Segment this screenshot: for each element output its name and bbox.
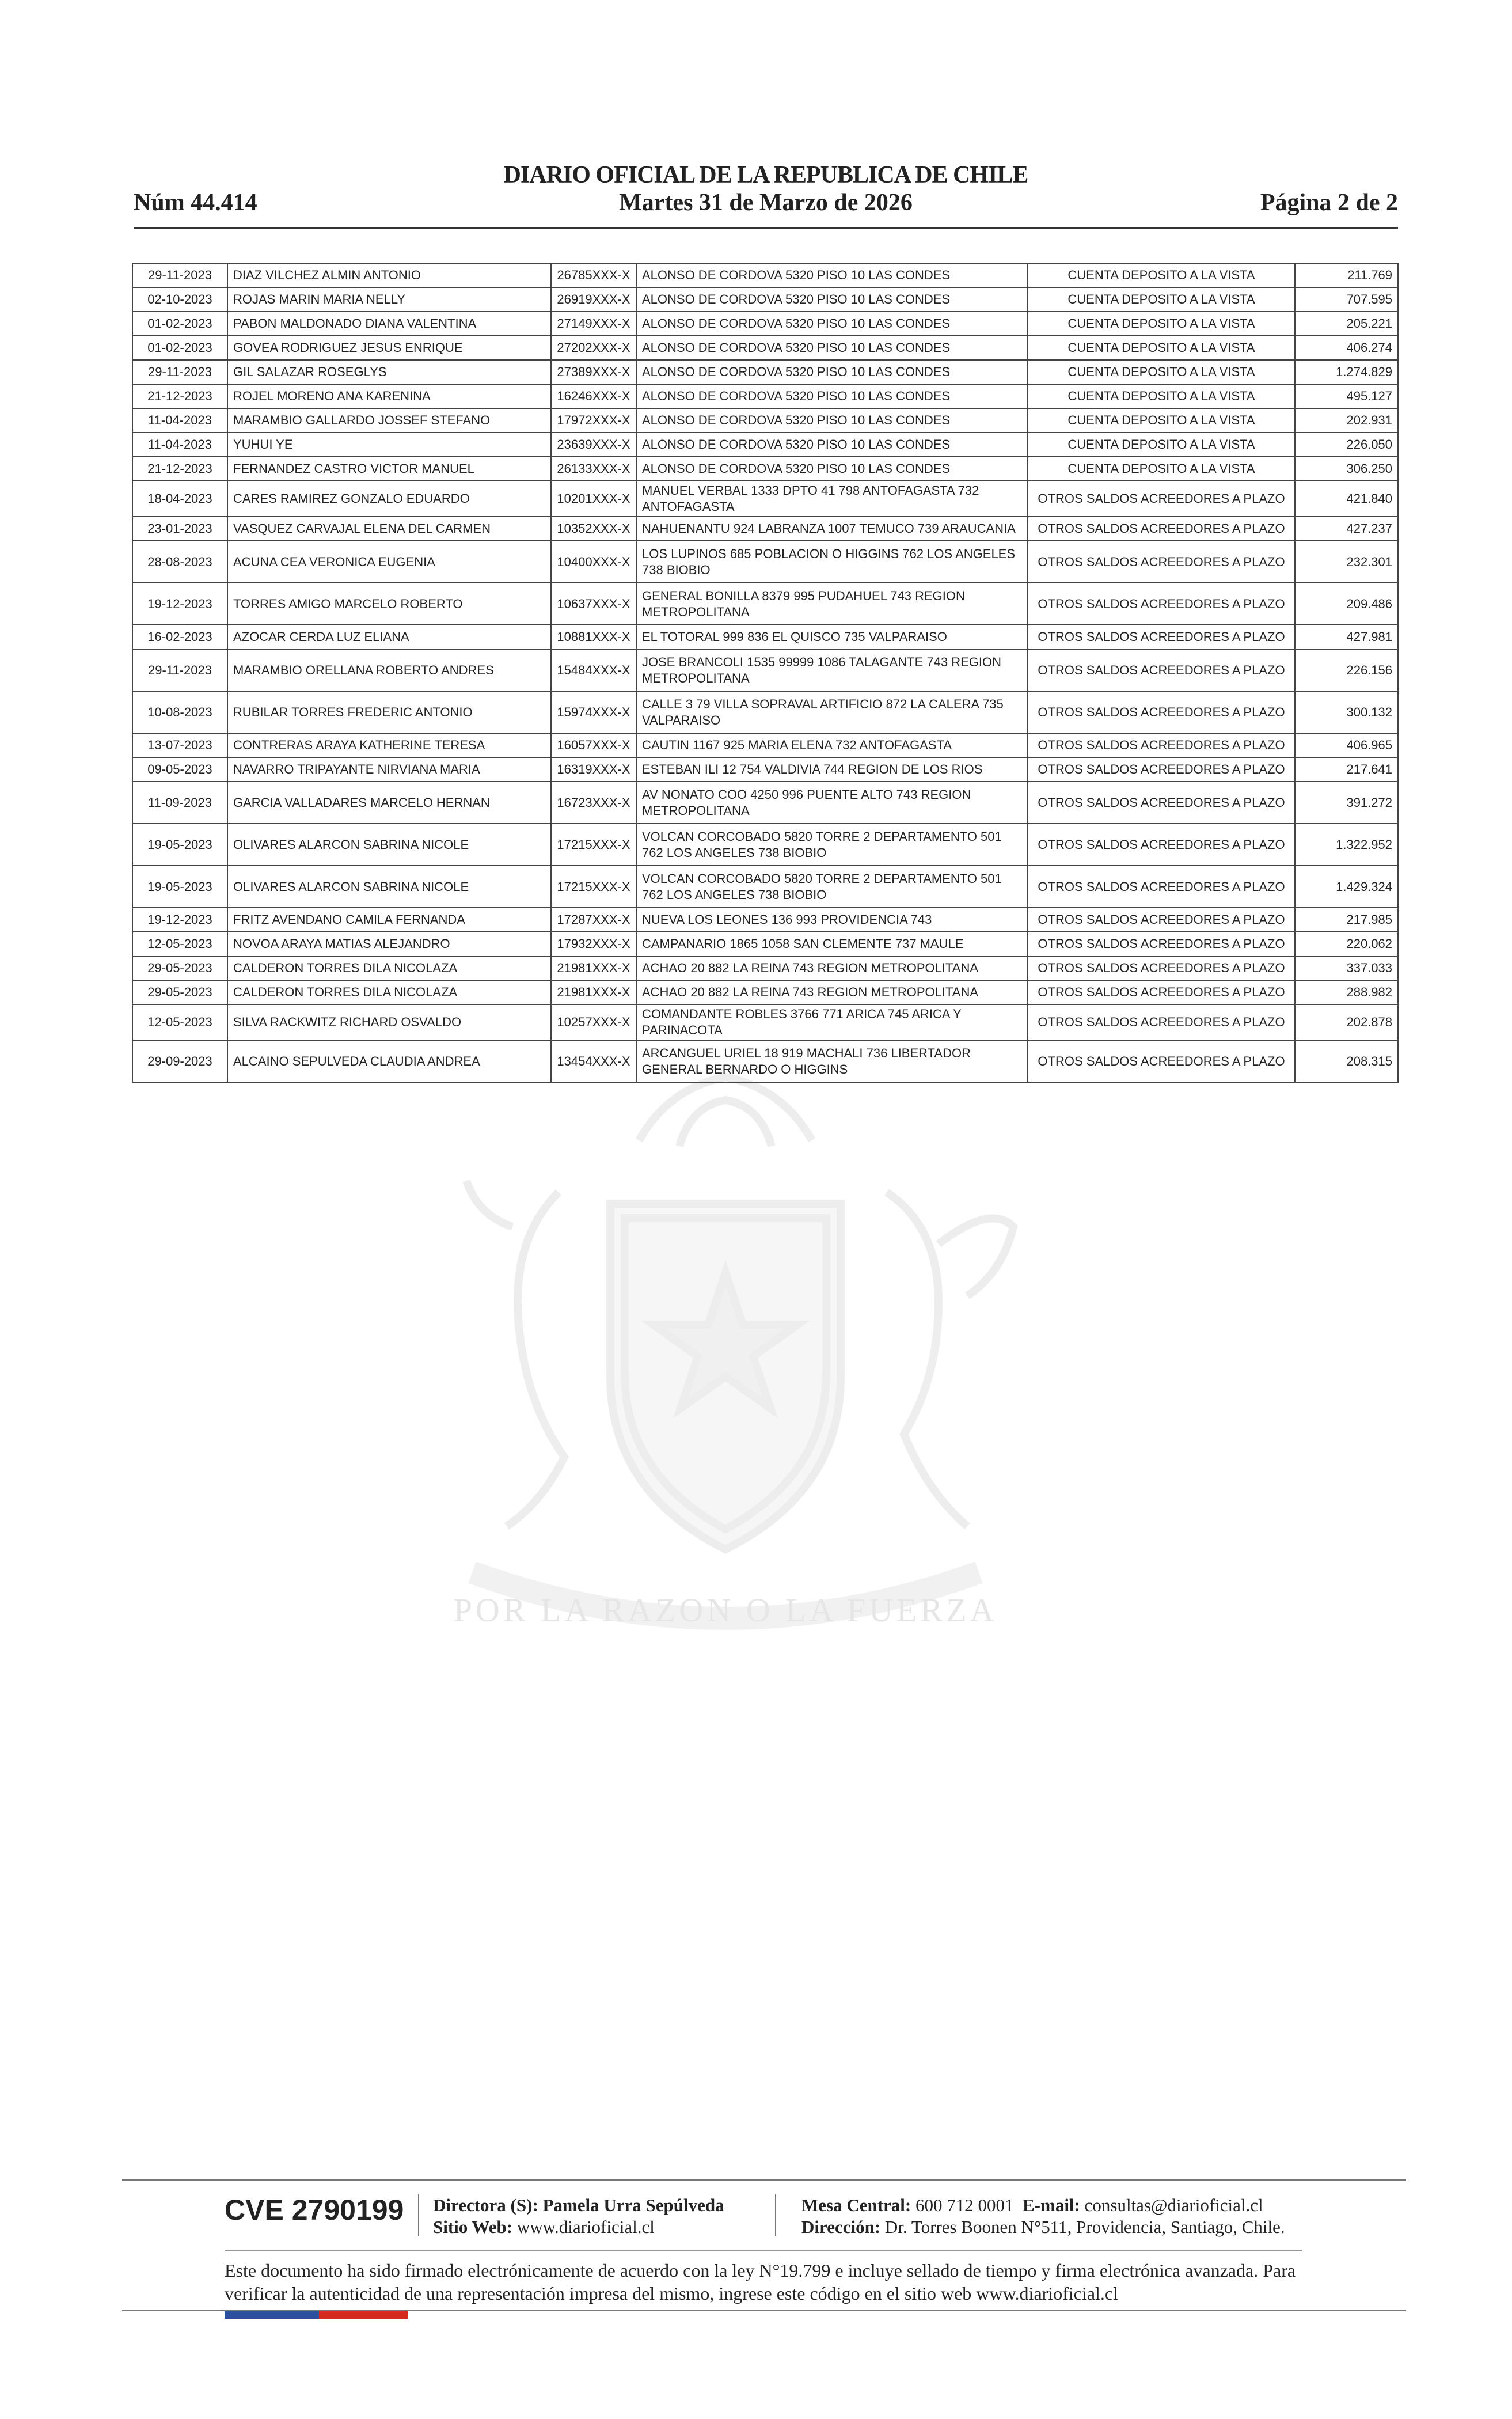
- row-concept: OTROS SALDOS ACREEDORES A PLAZO: [1028, 956, 1295, 980]
- row-date: 29-05-2023: [132, 956, 227, 980]
- row-concept: OTROS SALDOS ACREEDORES A PLAZO: [1028, 691, 1295, 733]
- row-amount: 300.132: [1295, 691, 1398, 733]
- row-name: CALDERON TORRES DILA NICOLAZA: [227, 956, 551, 980]
- row-amount: 209.486: [1295, 583, 1398, 625]
- row-name: VASQUEZ CARVAJAL ELENA DEL CARMEN: [227, 517, 551, 541]
- row-name: FERNANDEZ CASTRO VICTOR MANUEL: [227, 457, 551, 481]
- row-date: 02-10-2023: [132, 287, 227, 312]
- row-name: YUHUI YE: [227, 433, 551, 457]
- row-amount: 232.301: [1295, 541, 1398, 583]
- row-address: ALONSO DE CORDOVA 5320 PISO 10 LAS CONDES: [636, 408, 1028, 433]
- row-address: JOSE BRANCOLI 1535 99999 1086 TALAGANTE 743 REGION METROPOLITANA: [636, 649, 1028, 691]
- records-table: [132, 263, 1399, 1083]
- row-address: GENERAL BONILLA 8379 995 PUDAHUEL 743 REGION METROPOLITANA: [636, 583, 1028, 625]
- row-address: VOLCAN CORCOBADO 5820 TORRE 2 DEPARTAMENTO 501 762 LOS ANGELES 738 BIOBIO: [636, 824, 1028, 866]
- direccion-value: Dr. Torres Boonen N°511, Providencia, Santiago, Chile.: [884, 2217, 1285, 2237]
- row-address: VOLCAN CORCOBADO 5820 TORRE 2 DEPARTAMENTO 501 762 LOS ANGELES 738 BIOBIO: [636, 866, 1028, 908]
- row-name: AZOCAR CERDA LUZ ELIANA: [227, 625, 551, 649]
- row-amount: 211.769: [1295, 263, 1398, 287]
- row-rut: 10201XXX-X: [551, 481, 636, 517]
- row-amount: 427.237: [1295, 517, 1398, 541]
- row-rut: 10400XXX-X: [551, 541, 636, 583]
- row-rut: 16319XXX-X: [551, 757, 636, 782]
- row-date: 19-12-2023: [132, 583, 227, 625]
- table-row: [132, 481, 1398, 517]
- row-date: 11-04-2023: [132, 433, 227, 457]
- table-row: [132, 408, 1398, 433]
- row-amount: 202.931: [1295, 408, 1398, 433]
- row-address: LOS LUPINOS 685 POBLACION O HIGGINS 762 LOS ANGELES 738 BIOBIO: [636, 541, 1028, 583]
- row-name: DIAZ VILCHEZ ALMIN ANTONIO: [227, 263, 551, 287]
- directora-name: Pamela Urra Sepúlveda: [542, 2195, 724, 2215]
- row-amount: 202.878: [1295, 1004, 1398, 1040]
- table-row: [132, 733, 1398, 757]
- row-name: NAVARRO TRIPAYANTE NIRVIANA MARIA: [227, 757, 551, 782]
- row-name: RUBILAR TORRES FREDERIC ANTONIO: [227, 691, 551, 733]
- row-concept: OTROS SALDOS ACREEDORES A PLAZO: [1028, 541, 1295, 583]
- row-address: ACHAO 20 882 LA REINA 743 REGION METROPOLITANA: [636, 956, 1028, 980]
- row-concept: OTROS SALDOS ACREEDORES A PLAZO: [1028, 908, 1295, 932]
- row-rut: 26785XXX-X: [551, 263, 636, 287]
- row-address: AV NONATO COO 4250 996 PUENTE ALTO 743 REGION METROPOLITANA: [636, 782, 1028, 824]
- row-address: ALONSO DE CORDOVA 5320 PISO 10 LAS CONDES: [636, 336, 1028, 360]
- row-concept: CUENTA DEPOSITO A LA VISTA: [1028, 360, 1295, 384]
- row-rut: 17932XXX-X: [551, 932, 636, 956]
- row-name: NOVOA ARAYA MATIAS ALEJANDRO: [227, 932, 551, 956]
- row-date: 11-09-2023: [132, 782, 227, 824]
- row-amount: 406.274: [1295, 336, 1398, 360]
- row-rut: 15974XXX-X: [551, 691, 636, 733]
- row-rut: 23639XXX-X: [551, 433, 636, 457]
- row-date: 12-05-2023: [132, 1004, 227, 1040]
- row-address: ACHAO 20 882 LA REINA 743 REGION METROPOLITANA: [636, 980, 1028, 1004]
- table-row: [132, 384, 1398, 408]
- row-rut: 21981XXX-X: [551, 956, 636, 980]
- row-amount: 1.274.829: [1295, 360, 1398, 384]
- row-address: NAHUENANTU 924 LABRANZA 1007 TEMUCO 739 ARAUCANIA: [636, 517, 1028, 541]
- row-address: ARCANGUEL URIEL 18 919 MACHALI 736 LIBERTADOR GENERAL BERNARDO O HIGGINS: [636, 1040, 1028, 1082]
- publication-title: DIARIO OFICIAL DE LA REPUBLICA DE CHILE: [503, 162, 1028, 188]
- issue-date: Martes 31 de Marzo de 2026: [619, 189, 913, 216]
- table-row: [132, 287, 1398, 312]
- row-address: CALLE 3 79 VILLA SOPRAVAL ARTIFICIO 872 LA CALERA 735 VALPARAISO: [636, 691, 1028, 733]
- seal-motto: POR LA RAZON O LA FUERZA: [453, 1591, 998, 1629]
- footer-mid-divider: [225, 2250, 1302, 2251]
- table-row: [132, 649, 1398, 691]
- records-table-body: [132, 263, 1398, 1082]
- row-amount: 421.840: [1295, 481, 1398, 517]
- row-amount: 406.965: [1295, 733, 1398, 757]
- direccion-label: Dirección:: [801, 2217, 881, 2237]
- row-date: 21-12-2023: [132, 457, 227, 481]
- footer-separator: [775, 2194, 776, 2236]
- table-row: [132, 908, 1398, 932]
- row-name: TORRES AMIGO MARCELO ROBERTO: [227, 583, 551, 625]
- row-concept: OTROS SALDOS ACREEDORES A PLAZO: [1028, 625, 1295, 649]
- row-address: ALONSO DE CORDOVA 5320 PISO 10 LAS CONDES: [636, 433, 1028, 457]
- row-amount: 1.429.324: [1295, 866, 1398, 908]
- row-name: SILVA RACKWITZ RICHARD OSVALDO: [227, 1004, 551, 1040]
- row-amount: 205.221: [1295, 312, 1398, 336]
- row-rut: 10881XXX-X: [551, 625, 636, 649]
- row-date: 29-11-2023: [132, 649, 227, 691]
- row-address: EL TOTORAL 999 836 EL QUISCO 735 VALPARAISO: [636, 625, 1028, 649]
- row-amount: 1.322.952: [1295, 824, 1398, 866]
- row-name: MARAMBIO ORELLANA ROBERTO ANDRES: [227, 649, 551, 691]
- table-row: [132, 1004, 1398, 1040]
- row-address: CAUTIN 1167 925 MARIA ELENA 732 ANTOFAGASTA: [636, 733, 1028, 757]
- row-amount: 208.315: [1295, 1040, 1398, 1082]
- row-concept: OTROS SALDOS ACREEDORES A PLAZO: [1028, 757, 1295, 782]
- table-row: [132, 932, 1398, 956]
- row-rut: 26133XXX-X: [551, 457, 636, 481]
- row-name: ROJAS MARIN MARIA NELLY: [227, 287, 551, 312]
- table-row: [132, 457, 1398, 481]
- row-name: GARCIA VALLADARES MARCELO HERNAN: [227, 782, 551, 824]
- row-date: 29-05-2023: [132, 980, 227, 1004]
- row-concept: OTROS SALDOS ACREEDORES A PLAZO: [1028, 1040, 1295, 1082]
- row-date: 16-02-2023: [132, 625, 227, 649]
- cve-code: CVE 2790199: [225, 2194, 404, 2226]
- row-concept: CUENTA DEPOSITO A LA VISTA: [1028, 336, 1295, 360]
- row-amount: 226.156: [1295, 649, 1398, 691]
- row-amount: 495.127: [1295, 384, 1398, 408]
- table-row: [132, 782, 1398, 824]
- row-rut: 17215XXX-X: [551, 866, 636, 908]
- row-amount: 427.981: [1295, 625, 1398, 649]
- row-rut: 16723XXX-X: [551, 782, 636, 824]
- row-date: 01-02-2023: [132, 312, 227, 336]
- row-name: PABON MALDONADO DIANA VALENTINA: [227, 312, 551, 336]
- row-amount: 226.050: [1295, 433, 1398, 457]
- row-concept: CUENTA DEPOSITO A LA VISTA: [1028, 287, 1295, 312]
- row-name: OLIVARES ALARCON SABRINA NICOLE: [227, 866, 551, 908]
- row-name: ROJEL MORENO ANA KARENINA: [227, 384, 551, 408]
- row-date: 29-11-2023: [132, 263, 227, 287]
- row-concept: CUENTA DEPOSITO A LA VISTA: [1028, 312, 1295, 336]
- row-name: FRITZ AVENDANO CAMILA FERNANDA: [227, 908, 551, 932]
- web-label: Sitio Web:: [433, 2217, 513, 2237]
- row-date: 29-09-2023: [132, 1040, 227, 1082]
- row-date: 09-05-2023: [132, 757, 227, 782]
- row-date: 01-02-2023: [132, 336, 227, 360]
- table-row: [132, 1040, 1398, 1082]
- flag-stripe-blue: [225, 2311, 319, 2319]
- table-row: [132, 541, 1398, 583]
- row-rut: 10352XXX-X: [551, 517, 636, 541]
- page-header: [134, 161, 1398, 219]
- table-row: [132, 757, 1398, 782]
- row-date: 18-04-2023: [132, 481, 227, 517]
- table-row: [132, 360, 1398, 384]
- row-amount: 217.985: [1295, 908, 1398, 932]
- row-date: 29-11-2023: [132, 360, 227, 384]
- row-amount: 707.595: [1295, 287, 1398, 312]
- row-date: 23-01-2023: [132, 517, 227, 541]
- row-address: ESTEBAN ILI 12 754 VALDIVIA 744 REGION DE LOS RIOS: [636, 757, 1028, 782]
- row-concept: CUENTA DEPOSITO A LA VISTA: [1028, 263, 1295, 287]
- row-amount: 288.982: [1295, 980, 1398, 1004]
- row-concept: OTROS SALDOS ACREEDORES A PLAZO: [1028, 980, 1295, 1004]
- row-rut: 10637XXX-X: [551, 583, 636, 625]
- header-divider: [134, 227, 1398, 229]
- row-concept: CUENTA DEPOSITO A LA VISTA: [1028, 408, 1295, 433]
- row-date: 21-12-2023: [132, 384, 227, 408]
- row-date: 11-04-2023: [132, 408, 227, 433]
- row-address: ALONSO DE CORDOVA 5320 PISO 10 LAS CONDES: [636, 263, 1028, 287]
- table-row: [132, 583, 1398, 625]
- row-rut: 27202XXX-X: [551, 336, 636, 360]
- mesa-phone: 600 712 0001: [915, 2195, 1014, 2215]
- row-rut: 17215XXX-X: [551, 824, 636, 866]
- row-name: ACUNA CEA VERONICA EUGENIA: [227, 541, 551, 583]
- row-rut: 21981XXX-X: [551, 980, 636, 1004]
- row-address: NUEVA LOS LEONES 136 993 PROVIDENCIA 743: [636, 908, 1028, 932]
- row-rut: 27389XXX-X: [551, 360, 636, 384]
- table-row: [132, 312, 1398, 336]
- row-name: OLIVARES ALARCON SABRINA NICOLE: [227, 824, 551, 866]
- web-link[interactable]: www.diarioficial.cl: [516, 2217, 655, 2237]
- row-concept: OTROS SALDOS ACREEDORES A PLAZO: [1028, 1004, 1295, 1040]
- email-label: E-mail:: [1023, 2195, 1080, 2215]
- row-rut: 17972XXX-X: [551, 408, 636, 433]
- row-rut: 13454XXX-X: [551, 1040, 636, 1082]
- row-rut: 27149XXX-X: [551, 312, 636, 336]
- footer-contact-block: [801, 2194, 1285, 2238]
- row-date: 19-05-2023: [132, 866, 227, 908]
- row-name: CARES RAMIREZ GONZALO EDUARDO: [227, 481, 551, 517]
- row-address: ALONSO DE CORDOVA 5320 PISO 10 LAS CONDES: [636, 457, 1028, 481]
- row-date: 10-08-2023: [132, 691, 227, 733]
- footer-director-block: [433, 2194, 724, 2238]
- row-address: ALONSO DE CORDOVA 5320 PISO 10 LAS CONDES: [636, 360, 1028, 384]
- row-concept: CUENTA DEPOSITO A LA VISTA: [1028, 457, 1295, 481]
- row-concept: OTROS SALDOS ACREEDORES A PLAZO: [1028, 782, 1295, 824]
- row-concept: OTROS SALDOS ACREEDORES A PLAZO: [1028, 932, 1295, 956]
- table-row: [132, 866, 1398, 908]
- row-amount: 391.272: [1295, 782, 1398, 824]
- row-address: COMANDANTE ROBLES 3766 771 ARICA 745 ARICA Y PARINACOTA: [636, 1004, 1028, 1040]
- table-row: [132, 336, 1398, 360]
- footer-separator: [418, 2194, 419, 2236]
- row-rut: 10257XXX-X: [551, 1004, 636, 1040]
- legal-notice: Este documento ha sido firmado electrónicamente de acuerdo con la ley N°19.799 e incluye sellado de tiempo y firma electrónica avanzada. Para verificar la autenticidad de una representación impresa del mismo, ingrese este código en el sitio web www.diarioficial.cl: [225, 2260, 1296, 2304]
- row-name: GIL SALAZAR ROSEGLYS: [227, 360, 551, 384]
- row-concept: OTROS SALDOS ACREEDORES A PLAZO: [1028, 517, 1295, 541]
- email-link[interactable]: consultas@diarioficial.cl: [1084, 2195, 1263, 2215]
- row-address: ALONSO DE CORDOVA 5320 PISO 10 LAS CONDES: [636, 287, 1028, 312]
- issue-number: Núm 44.414: [134, 189, 257, 216]
- row-name: ALCAINO SEPULVEDA CLAUDIA ANDREA: [227, 1040, 551, 1082]
- row-amount: 217.641: [1295, 757, 1398, 782]
- page-indicator: Página 2 de 2: [1260, 189, 1398, 216]
- row-concept: CUENTA DEPOSITO A LA VISTA: [1028, 384, 1295, 408]
- row-concept: OTROS SALDOS ACREEDORES A PLAZO: [1028, 481, 1295, 517]
- row-address: MANUEL VERBAL 1333 DPTO 41 798 ANTOFAGASTA 732 ANTOFAGASTA: [636, 481, 1028, 517]
- row-date: 19-05-2023: [132, 824, 227, 866]
- row-concept: OTROS SALDOS ACREEDORES A PLAZO: [1028, 649, 1295, 691]
- row-rut: 15484XXX-X: [551, 649, 636, 691]
- row-concept: CUENTA DEPOSITO A LA VISTA: [1028, 433, 1295, 457]
- row-address: ALONSO DE CORDOVA 5320 PISO 10 LAS CONDES: [636, 312, 1028, 336]
- mesa-label: Mesa Central:: [801, 2195, 911, 2215]
- footer-top-divider: [122, 2179, 1406, 2181]
- row-concept: OTROS SALDOS ACREEDORES A PLAZO: [1028, 733, 1295, 757]
- row-name: CALDERON TORRES DILA NICOLAZA: [227, 980, 551, 1004]
- table-row: [132, 980, 1398, 1004]
- coat-of-arms-watermark: [368, 1054, 1082, 1676]
- row-date: 28-08-2023: [132, 541, 227, 583]
- row-amount: 220.062: [1295, 932, 1398, 956]
- row-date: 12-05-2023: [132, 932, 227, 956]
- row-name: GOVEA RODRIGUEZ JESUS ENRIQUE: [227, 336, 551, 360]
- table-row: [132, 625, 1398, 649]
- table-row: [132, 956, 1398, 980]
- table-row: [132, 263, 1398, 287]
- directora-label: Directora (S):: [433, 2195, 538, 2215]
- row-rut: 16057XXX-X: [551, 733, 636, 757]
- row-concept: OTROS SALDOS ACREEDORES A PLAZO: [1028, 866, 1295, 908]
- table-row: [132, 824, 1398, 866]
- row-name: MARAMBIO GALLARDO JOSSEF STEFANO: [227, 408, 551, 433]
- row-amount: 306.250: [1295, 457, 1398, 481]
- row-name: CONTRERAS ARAYA KATHERINE TERESA: [227, 733, 551, 757]
- row-concept: OTROS SALDOS ACREEDORES A PLAZO: [1028, 583, 1295, 625]
- flag-stripe-red: [319, 2311, 408, 2319]
- row-rut: 17287XXX-X: [551, 908, 636, 932]
- row-rut: 26919XXX-X: [551, 287, 636, 312]
- row-concept: OTROS SALDOS ACREEDORES A PLAZO: [1028, 824, 1295, 866]
- row-address: CAMPANARIO 1865 1058 SAN CLEMENTE 737 MAULE: [636, 932, 1028, 956]
- row-rut: 16246XXX-X: [551, 384, 636, 408]
- table-row: [132, 691, 1398, 733]
- table-row: [132, 433, 1398, 457]
- table-row: [132, 517, 1398, 541]
- row-date: 19-12-2023: [132, 908, 227, 932]
- row-address: ALONSO DE CORDOVA 5320 PISO 10 LAS CONDES: [636, 384, 1028, 408]
- row-amount: 337.033: [1295, 956, 1398, 980]
- row-date: 13-07-2023: [132, 733, 227, 757]
